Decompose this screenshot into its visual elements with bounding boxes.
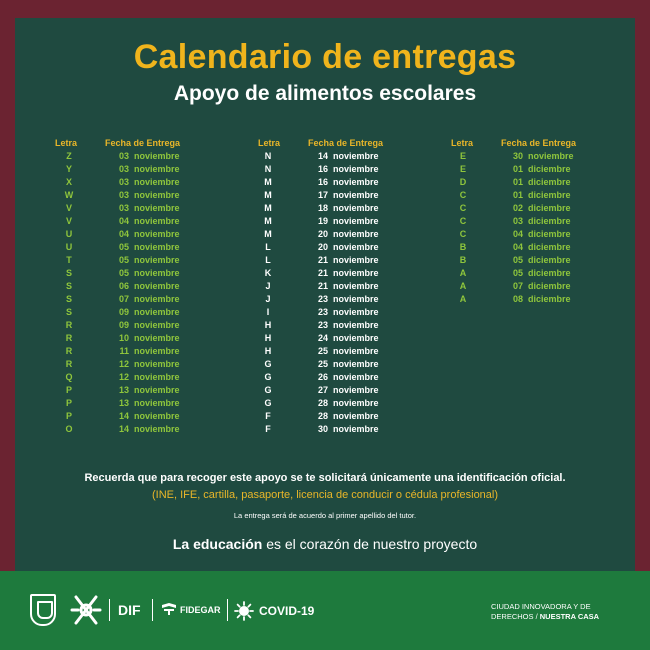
- row-letter: O: [65, 424, 73, 434]
- row-day: 04: [512, 229, 523, 239]
- row-day: 01: [512, 190, 523, 200]
- row-day: 20: [317, 242, 328, 252]
- fidegar-icon: [161, 602, 177, 616]
- row-day: 05: [118, 255, 129, 265]
- row-date: [115, 151, 180, 161]
- row-day: 23: [317, 307, 328, 317]
- row-day: 17: [317, 190, 328, 200]
- row-date: [509, 281, 571, 291]
- row-day: 23: [317, 320, 328, 330]
- row-month: diciembre: [528, 216, 571, 226]
- row-day: 25: [317, 359, 328, 369]
- row-date: [115, 359, 180, 369]
- row-date: [314, 216, 379, 226]
- fidegar-logo: FIDEGAR: [180, 605, 221, 615]
- row-letter: E: [459, 164, 466, 174]
- ciudad-line-1: CIUDAD INNOVADORA Y DE: [491, 602, 591, 611]
- row-day: 26: [317, 372, 328, 382]
- row-month: noviembre: [333, 203, 379, 213]
- row-month: noviembre: [333, 177, 379, 187]
- row-letter: Y: [65, 164, 72, 174]
- row-day: 13: [118, 385, 129, 395]
- row-date: [115, 320, 180, 330]
- row-month: noviembre: [134, 177, 180, 187]
- row-letter: B: [459, 255, 467, 265]
- row-month: noviembre: [333, 294, 379, 304]
- row-date: [115, 190, 180, 200]
- row-letter: F: [265, 411, 271, 421]
- row-date: [509, 229, 571, 239]
- row-day: 05: [512, 255, 523, 265]
- row-date: [115, 229, 180, 239]
- row-month: noviembre: [134, 151, 180, 161]
- row-day: 13: [118, 398, 129, 408]
- row-month: diciembre: [528, 281, 571, 291]
- row-day: 10: [118, 333, 129, 343]
- row-month: noviembre: [134, 372, 180, 382]
- row-day: 28: [317, 398, 328, 408]
- row-date: [314, 372, 379, 382]
- row-month: noviembre: [333, 190, 379, 200]
- virus-icon: [234, 601, 254, 621]
- row-month: diciembre: [528, 255, 571, 265]
- row-month: noviembre: [333, 359, 379, 369]
- row-date: [314, 164, 379, 174]
- row-day: 16: [317, 164, 328, 174]
- row-month: noviembre: [134, 281, 180, 291]
- row-letter: I: [266, 307, 270, 317]
- row-month: noviembre: [134, 203, 180, 213]
- slogan-bold: La educación: [172, 536, 263, 552]
- row-day: 24: [317, 333, 328, 343]
- row-day: 14: [317, 151, 328, 161]
- row-month: noviembre: [134, 242, 180, 252]
- row-date: [509, 216, 571, 226]
- row-letter: G: [264, 398, 272, 408]
- row-letter: R: [65, 333, 73, 343]
- cdmx-shield-icon: [30, 594, 56, 626]
- row-month: noviembre: [134, 268, 180, 278]
- row-letter: X: [65, 177, 72, 187]
- page-title: Calendario de entregas: [133, 38, 517, 76]
- row-letter: J: [265, 294, 271, 304]
- row-month: noviembre: [333, 255, 379, 265]
- row-letter: P: [65, 411, 72, 421]
- row-date: [115, 346, 180, 356]
- row-date: [314, 203, 379, 213]
- row-letter: R: [65, 320, 73, 330]
- row-letter: C: [459, 190, 467, 200]
- row-date: [314, 281, 379, 291]
- row-day: 30: [317, 424, 328, 434]
- row-date: [314, 242, 379, 252]
- row-date: [115, 307, 180, 317]
- slogan: [0, 536, 650, 552]
- row-month: noviembre: [333, 281, 379, 291]
- row-month: noviembre: [134, 320, 180, 330]
- row-date: [314, 294, 379, 304]
- row-day: 07: [512, 281, 523, 291]
- row-letter: P: [65, 385, 72, 395]
- row-date: [314, 346, 379, 356]
- row-letter: C: [459, 216, 467, 226]
- row-day: 05: [118, 242, 129, 252]
- row-month: noviembre: [134, 229, 180, 239]
- row-day: 12: [118, 372, 129, 382]
- row-letter: G: [264, 372, 272, 382]
- row-day: 11: [119, 346, 129, 356]
- row-letter: N: [264, 164, 272, 174]
- row-day: 02: [512, 203, 523, 213]
- row-date: [115, 424, 180, 434]
- row-date: [509, 255, 571, 265]
- row-month: noviembre: [333, 385, 379, 395]
- row-month: noviembre: [134, 190, 180, 200]
- row-date: [115, 281, 180, 291]
- row-day: 04: [118, 229, 129, 239]
- row-month: noviembre: [134, 216, 180, 226]
- row-month: noviembre: [134, 307, 180, 317]
- row-letter: Q: [65, 372, 73, 382]
- row-date: [509, 242, 571, 252]
- row-letter: V: [65, 203, 72, 213]
- row-date: [314, 398, 379, 408]
- row-letter: P: [65, 398, 72, 408]
- surname-note: La entrega será de acuerdo al primer apellido del tutor.: [233, 511, 417, 520]
- row-letter: H: [264, 346, 272, 356]
- row-letter: K: [264, 268, 272, 278]
- covid-label: COVID-19: [259, 604, 315, 618]
- row-day: 04: [118, 216, 129, 226]
- row-day: 03: [512, 216, 523, 226]
- row-day: 08: [512, 294, 523, 304]
- row-day: 03: [118, 177, 129, 187]
- column-header-date: Fecha de Entrega: [105, 138, 181, 148]
- row-month: noviembre: [333, 346, 379, 356]
- row-date: [115, 268, 180, 278]
- row-letter: U: [65, 242, 73, 252]
- row-month: diciembre: [528, 268, 571, 278]
- row-letter: M: [264, 203, 272, 213]
- row-date: [115, 255, 180, 265]
- row-date: [314, 151, 379, 161]
- row-day: 23: [317, 294, 328, 304]
- row-month: diciembre: [528, 177, 571, 187]
- row-month: noviembre: [134, 424, 180, 434]
- row-letter: S: [65, 294, 72, 304]
- row-month: diciembre: [528, 190, 571, 200]
- column-header-letter: Letra: [258, 138, 281, 148]
- ciudad-line-2a: DERECHOS /: [491, 612, 540, 621]
- row-month: noviembre: [134, 164, 180, 174]
- row-day: 19: [317, 216, 328, 226]
- row-letter: R: [65, 359, 73, 369]
- row-month: noviembre: [333, 333, 379, 343]
- row-letter: Z: [66, 151, 72, 161]
- row-letter: L: [265, 255, 271, 265]
- row-letter: W: [64, 190, 74, 200]
- row-date: [314, 320, 379, 330]
- column-header-letter: Letra: [55, 138, 78, 148]
- row-month: noviembre: [134, 255, 180, 265]
- row-day: 05: [512, 268, 523, 278]
- row-month: noviembre: [333, 411, 379, 421]
- row-day: 04: [512, 242, 523, 252]
- row-day: 28: [317, 411, 328, 421]
- row-day: 20: [317, 229, 328, 239]
- row-date: [314, 385, 379, 395]
- row-month: noviembre: [528, 151, 574, 161]
- column-header-letter: Letra: [451, 138, 474, 148]
- row-letter: G: [264, 359, 272, 369]
- dif-logo: DIF: [118, 602, 141, 618]
- row-date: [115, 411, 180, 421]
- row-letter: F: [265, 424, 271, 434]
- row-letter: M: [264, 216, 272, 226]
- row-date: [509, 268, 571, 278]
- row-month: diciembre: [528, 229, 571, 239]
- slogan-rest: es el corazón de nuestro proyecto: [262, 536, 478, 552]
- row-date: [115, 333, 180, 343]
- row-day: 03: [118, 203, 129, 213]
- row-month: noviembre: [134, 359, 180, 369]
- footer-divider: [109, 599, 110, 621]
- row-day: 05: [118, 268, 129, 278]
- page-subtitle: Apoyo de alimentos escolares: [173, 82, 477, 105]
- column-header-date: Fecha de Entrega: [501, 138, 577, 148]
- row-day: 25: [317, 346, 328, 356]
- row-date: [115, 177, 180, 187]
- row-letter: R: [65, 346, 73, 356]
- row-date: [115, 164, 180, 174]
- row-day: 09: [118, 320, 129, 330]
- row-month: noviembre: [134, 346, 180, 356]
- row-letter: T: [66, 255, 72, 265]
- cdmx-logo-icon: [68, 591, 104, 629]
- row-letter: M: [264, 229, 272, 239]
- row-month: noviembre: [134, 333, 180, 343]
- row-day: 06: [118, 281, 129, 291]
- row-day: 03: [118, 151, 129, 161]
- row-day: 03: [118, 190, 129, 200]
- row-date: [314, 229, 379, 239]
- row-letter: L: [265, 242, 271, 252]
- row-month: noviembre: [333, 398, 379, 408]
- row-date: [509, 294, 571, 304]
- row-month: noviembre: [134, 294, 180, 304]
- row-month: diciembre: [528, 242, 571, 252]
- row-date: [509, 190, 571, 200]
- row-date: [115, 242, 180, 252]
- row-month: noviembre: [333, 151, 379, 161]
- row-date: [314, 424, 379, 434]
- footer-divider: [152, 599, 153, 621]
- row-letter: G: [264, 385, 272, 395]
- ciudad-line-2b: NUESTRA CASA: [539, 612, 600, 621]
- row-date: [314, 359, 379, 369]
- row-month: noviembre: [333, 242, 379, 252]
- row-date: [314, 333, 379, 343]
- row-letter: M: [264, 177, 272, 187]
- row-day: 07: [118, 294, 129, 304]
- row-month: noviembre: [134, 385, 180, 395]
- row-letter: N: [264, 151, 272, 161]
- row-date: [314, 190, 379, 200]
- row-day: 21: [317, 268, 328, 278]
- row-month: noviembre: [333, 307, 379, 317]
- row-date: [115, 216, 180, 226]
- row-date: [509, 177, 571, 187]
- row-letter: C: [459, 203, 467, 213]
- row-date: [314, 177, 379, 187]
- row-month: noviembre: [333, 268, 379, 278]
- row-date: [115, 398, 180, 408]
- footer-divider: [227, 599, 228, 621]
- row-month: noviembre: [333, 320, 379, 330]
- row-date: [314, 255, 379, 265]
- row-month: noviembre: [333, 424, 379, 434]
- row-day: 09: [118, 307, 129, 317]
- row-letter: D: [459, 177, 467, 187]
- row-day: 21: [317, 255, 328, 265]
- row-letter: A: [459, 268, 467, 278]
- footer-bar: [0, 571, 650, 650]
- row-date: [509, 203, 571, 213]
- row-month: noviembre: [333, 216, 379, 226]
- row-day: 03: [118, 164, 129, 174]
- row-letter: E: [459, 151, 466, 161]
- id-requirement-note: Recuerda que para recoger este apoyo se te solicitará únicamente una identificación oficial.: [84, 472, 566, 484]
- column-header-date: Fecha de Entrega: [308, 138, 384, 148]
- row-month: noviembre: [333, 372, 379, 382]
- row-day: 27: [317, 385, 328, 395]
- row-day: 14: [118, 411, 129, 421]
- row-date: [314, 411, 379, 421]
- row-month: diciembre: [528, 294, 571, 304]
- row-date: [115, 203, 180, 213]
- row-day: 14: [118, 424, 129, 434]
- row-day: 12: [118, 359, 129, 369]
- row-day: 16: [317, 177, 328, 187]
- row-month: noviembre: [134, 398, 180, 408]
- row-month: noviembre: [134, 411, 180, 421]
- row-date: [314, 268, 379, 278]
- ciudad-innovadora-label: [491, 602, 626, 622]
- row-letter: C: [459, 229, 467, 239]
- row-day: 01: [512, 177, 523, 187]
- row-date: [509, 164, 571, 174]
- row-month: diciembre: [528, 203, 571, 213]
- row-day: 21: [317, 281, 328, 291]
- row-letter: J: [265, 281, 271, 291]
- row-month: diciembre: [528, 164, 571, 174]
- row-letter: A: [459, 294, 467, 304]
- row-letter: B: [459, 242, 467, 252]
- row-month: noviembre: [333, 164, 379, 174]
- id-types-note: (INE, IFE, cartilla, pasaporte, licencia de conducir o cédula profesional): [151, 489, 499, 501]
- row-letter: S: [65, 281, 72, 291]
- row-letter: S: [65, 268, 72, 278]
- row-letter: A: [459, 281, 467, 291]
- row-letter: M: [264, 190, 272, 200]
- row-day: 01: [512, 164, 523, 174]
- row-date: [115, 294, 180, 304]
- row-letter: H: [264, 333, 272, 343]
- row-day: 30: [512, 151, 523, 161]
- row-letter: H: [264, 320, 272, 330]
- row-date: [115, 385, 180, 395]
- row-date: [509, 151, 574, 161]
- row-month: noviembre: [333, 229, 379, 239]
- row-letter: U: [65, 229, 73, 239]
- row-letter: V: [65, 216, 72, 226]
- row-day: 18: [317, 203, 328, 213]
- row-letter: S: [65, 307, 72, 317]
- row-date: [314, 307, 379, 317]
- row-date: [115, 372, 180, 382]
